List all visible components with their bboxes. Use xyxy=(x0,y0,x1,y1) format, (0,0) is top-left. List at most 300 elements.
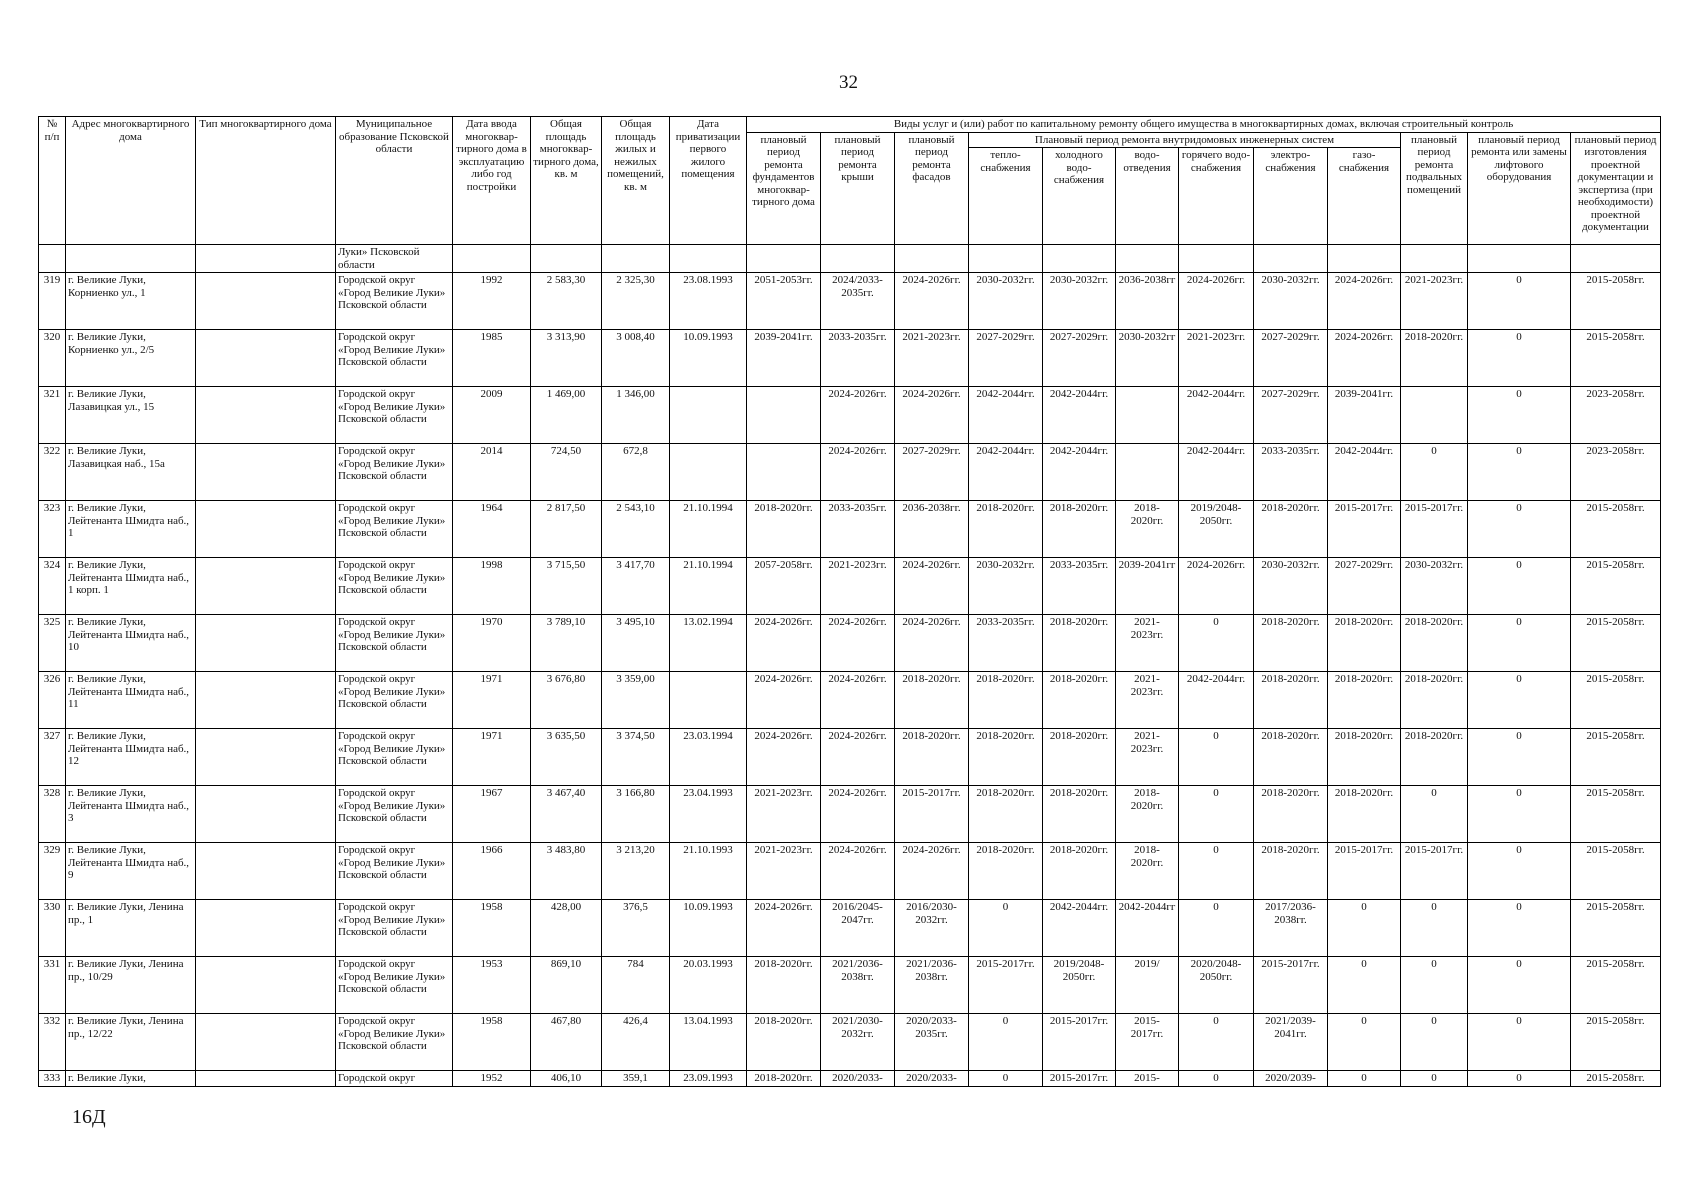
cell-municipality: Городской округ «Город Великие Луки» Псковской области xyxy=(336,1014,453,1071)
cell-total-area: 3 483,80 xyxy=(531,843,602,900)
cell-address: г. Великие Луки, Ленина пр., 12/22 xyxy=(66,1014,196,1071)
cell-privatization-date xyxy=(670,387,747,444)
cell-year: 1992 xyxy=(453,273,531,330)
cell-gas: 0 xyxy=(1328,1071,1401,1087)
cell-type xyxy=(196,672,336,729)
table-row xyxy=(39,729,1661,786)
cell-sewage: 2042-2044гг xyxy=(1116,900,1179,957)
cell-privatization-date: 10.09.1993 xyxy=(670,330,747,387)
header-municipality: Муниципальное образование Псковской области xyxy=(336,117,453,245)
cell-type xyxy=(196,558,336,615)
cell-type xyxy=(196,729,336,786)
cell-electric: 2027-2029гг. xyxy=(1254,387,1328,444)
cell-sewage: 2018-2020гг. xyxy=(1116,501,1179,558)
cell-roof: 2033-2035гг. xyxy=(821,330,895,387)
cell-living-area: 376,5 xyxy=(602,900,670,957)
cell-electric: 2021/2039-2041гг. xyxy=(1254,1014,1328,1071)
cell-living-area: 2 543,10 xyxy=(602,501,670,558)
header-facades: плановый период ремонта фасадов xyxy=(895,132,969,245)
cell-project-docs: 2015-2058гг. xyxy=(1571,843,1661,900)
cell-electric: 2018-2020гг. xyxy=(1254,672,1328,729)
cell-foundations xyxy=(747,444,821,501)
cell-num: 321 xyxy=(39,387,66,444)
cell-type xyxy=(196,615,336,672)
cell-heat: 2042-2044гг. xyxy=(969,387,1043,444)
cell-sewage: 2021-2023гг. xyxy=(1116,615,1179,672)
cell-project-docs: 2015-2058гг. xyxy=(1571,729,1661,786)
cell-facades: 2027-2029гг. xyxy=(895,444,969,501)
cell-roof: 2024-2026гг. xyxy=(821,672,895,729)
cell-basement: 2021-2023гг. xyxy=(1401,273,1468,330)
cell-total-area: 3 789,10 xyxy=(531,615,602,672)
cell-hot-water: 2042-2044гг. xyxy=(1179,387,1254,444)
cell-electric: 2018-2020гг. xyxy=(1254,843,1328,900)
cell-cold-water: 2030-2032гг. xyxy=(1043,273,1116,330)
cell-basement: 2015-2017гг. xyxy=(1401,501,1468,558)
cell-elevator: 0 xyxy=(1468,843,1571,900)
cell-living-area: 1 346,00 xyxy=(602,387,670,444)
cell-project-docs: 2015-2058гг. xyxy=(1571,672,1661,729)
cell-num: 326 xyxy=(39,672,66,729)
cell-privatization-date: 21.10.1994 xyxy=(670,501,747,558)
cell-gas: 2018-2020гг. xyxy=(1328,786,1401,843)
cell-total-area: 467,80 xyxy=(531,1014,602,1071)
cell-project-docs: 2015-2058гг. xyxy=(1571,1071,1661,1087)
cell-total-area: 3 467,40 xyxy=(531,786,602,843)
continuation-municipality: Луки» Псковской области xyxy=(336,245,453,273)
cell-type xyxy=(196,1014,336,1071)
cell-hot-water: 0 xyxy=(1179,786,1254,843)
table-row xyxy=(39,843,1661,900)
cell-roof: 2021/2036-2038гг. xyxy=(821,957,895,1014)
cell-living-area: 3 495,10 xyxy=(602,615,670,672)
header-electric: электро-снабжения xyxy=(1254,148,1328,245)
cell-year: 1970 xyxy=(453,615,531,672)
cell-hot-water: 2020/2048-2050гг. xyxy=(1179,957,1254,1014)
footer-mark: 16Д xyxy=(72,1106,106,1128)
cell-living-area: 426,4 xyxy=(602,1014,670,1071)
cell-total-area: 2 817,50 xyxy=(531,501,602,558)
cell-project-docs: 2023-2058гг. xyxy=(1571,444,1661,501)
cell-foundations: 2057-2058гг. xyxy=(747,558,821,615)
cell-hot-water: 2042-2044гг. xyxy=(1179,672,1254,729)
cell-living-area: 672,8 xyxy=(602,444,670,501)
cell-address: г. Великие Луки, Лазавицкая наб., 15а xyxy=(66,444,196,501)
cell-cold-water: 2015-2017гг. xyxy=(1043,1071,1116,1087)
cell-roof: 2024-2026гг. xyxy=(821,615,895,672)
table-row xyxy=(39,900,1661,957)
header-services-group: Виды услуг и (или) работ по капитальному ремонту общего имущества в многоквартирных домах, включая строительный контроль xyxy=(747,117,1661,133)
cell-foundations: 2024-2026гг. xyxy=(747,672,821,729)
table-row xyxy=(39,1014,1661,1071)
cell-foundations: 2039-2041гг. xyxy=(747,330,821,387)
cell-electric: 2020/2039- xyxy=(1254,1071,1328,1087)
cell-electric: 2030-2032гг. xyxy=(1254,273,1328,330)
cell-type xyxy=(196,387,336,444)
cell-gas: 0 xyxy=(1328,900,1401,957)
cell-roof: 2024/2033-2035гг. xyxy=(821,273,895,330)
cell-gas: 2018-2020гг. xyxy=(1328,729,1401,786)
cell-foundations: 2051-2053гг. xyxy=(747,273,821,330)
cell-type xyxy=(196,957,336,1014)
cell-foundations: 2021-2023гг. xyxy=(747,786,821,843)
cell-facades: 2024-2026гг. xyxy=(895,558,969,615)
cell-municipality: Городской округ «Город Великие Луки» Псковской области xyxy=(336,957,453,1014)
header-elevator: плановый период ремонта или замены лифтового оборудования xyxy=(1468,132,1571,245)
cell-project-docs: 2015-2058гг. xyxy=(1571,957,1661,1014)
header-commission-date: Дата ввода многоквар-тирного дома в эксплуатацию либо год постройки xyxy=(453,117,531,245)
cell-hot-water: 2024-2026гг. xyxy=(1179,273,1254,330)
cell-basement: 2018-2020гг. xyxy=(1401,330,1468,387)
cell-address: г. Великие Луки, Лейтенанта Шмидта наб., 10 xyxy=(66,615,196,672)
table-row xyxy=(39,330,1661,387)
cell-total-area: 2 583,30 xyxy=(531,273,602,330)
cell-roof: 2024-2026гг. xyxy=(821,843,895,900)
cell-num: 329 xyxy=(39,843,66,900)
cell-municipality: Городской округ «Город Великие Луки» Псковской области xyxy=(336,843,453,900)
cell-sewage: 2039-2041гг xyxy=(1116,558,1179,615)
cell-num: 328 xyxy=(39,786,66,843)
cell-total-area: 3 715,50 xyxy=(531,558,602,615)
cell-hot-water: 0 xyxy=(1179,1071,1254,1087)
cell-elevator: 0 xyxy=(1468,330,1571,387)
cell-type xyxy=(196,843,336,900)
cell-municipality: Городской округ «Город Великие Луки» Псковской области xyxy=(336,900,453,957)
cell-facades: 2016/2030-2032гг. xyxy=(895,900,969,957)
cell-living-area: 3 166,80 xyxy=(602,786,670,843)
cell-basement: 0 xyxy=(1401,444,1468,501)
cell-heat: 2018-2020гг. xyxy=(969,729,1043,786)
cell-basement: 0 xyxy=(1401,900,1468,957)
cell-privatization-date: 13.02.1994 xyxy=(670,615,747,672)
cell-elevator: 0 xyxy=(1468,387,1571,444)
cell-type xyxy=(196,273,336,330)
cell-gas: 2018-2020гг. xyxy=(1328,672,1401,729)
header-living-area: Общая площадь жилых и нежилых помещений, кв. м xyxy=(602,117,670,245)
cell-privatization-date: 13.04.1993 xyxy=(670,1014,747,1071)
cell-type xyxy=(196,501,336,558)
cell-heat: 2030-2032гг. xyxy=(969,558,1043,615)
cell-privatization-date xyxy=(670,672,747,729)
header-project-docs: плановый период изготовления проектной документации и экспертиза (при необходимости) проектной документации xyxy=(1571,132,1661,245)
cell-num: 322 xyxy=(39,444,66,501)
cell-year: 1998 xyxy=(453,558,531,615)
cell-address: г. Великие Луки, Лейтенанта Шмидта наб., 1 xyxy=(66,501,196,558)
cell-project-docs: 2015-2058гг. xyxy=(1571,786,1661,843)
cell-hot-water: 2021-2023гг. xyxy=(1179,330,1254,387)
cell-foundations: 2024-2026гг. xyxy=(747,900,821,957)
cell-gas: 0 xyxy=(1328,957,1401,1014)
header-gas: газо-снабжения xyxy=(1328,148,1401,245)
cell-electric: 2027-2029гг. xyxy=(1254,330,1328,387)
cell-cold-water: 2042-2044гг. xyxy=(1043,444,1116,501)
table-row xyxy=(39,1071,1661,1087)
cell-sewage: 2021-2023гг. xyxy=(1116,672,1179,729)
cell-electric: 2018-2020гг. xyxy=(1254,501,1328,558)
cell-address: г. Великие Луки, Лейтенанта Шмидта наб., 3 xyxy=(66,786,196,843)
cell-roof: 2020/2033- xyxy=(821,1071,895,1087)
cell-heat: 2030-2032гг. xyxy=(969,273,1043,330)
table-row xyxy=(39,786,1661,843)
cell-cold-water: 2018-2020гг. xyxy=(1043,615,1116,672)
cell-elevator: 0 xyxy=(1468,786,1571,843)
cell-cold-water: 2015-2017гг. xyxy=(1043,1014,1116,1071)
cell-living-area: 3 359,00 xyxy=(602,672,670,729)
table-body xyxy=(39,245,1661,1087)
cell-project-docs: 2015-2058гг. xyxy=(1571,1014,1661,1071)
cell-cold-water: 2018-2020гг. xyxy=(1043,672,1116,729)
cell-address: г. Великие Луки, Лазавицкая ул., 15 xyxy=(66,387,196,444)
cell-year: 2009 xyxy=(453,387,531,444)
cell-roof: 2024-2026гг. xyxy=(821,444,895,501)
cell-project-docs: 2023-2058гг. xyxy=(1571,387,1661,444)
cell-sewage: 2015-2017гг. xyxy=(1116,1014,1179,1071)
cell-heat: 0 xyxy=(969,1014,1043,1071)
cell-heat: 2018-2020гг. xyxy=(969,843,1043,900)
cell-elevator: 0 xyxy=(1468,1014,1571,1071)
cell-basement: 2018-2020гг. xyxy=(1401,729,1468,786)
cell-type xyxy=(196,786,336,843)
cell-hot-water: 2019/2048-2050гг. xyxy=(1179,501,1254,558)
cell-project-docs: 2015-2058гг. xyxy=(1571,273,1661,330)
cell-privatization-date: 10.09.1993 xyxy=(670,900,747,957)
cell-address: г. Великие Луки, Лейтенанта Шмидта наб., 11 xyxy=(66,672,196,729)
cell-gas: 2042-2044гг. xyxy=(1328,444,1401,501)
cell-hot-water: 0 xyxy=(1179,900,1254,957)
cell-num: 325 xyxy=(39,615,66,672)
cell-facades: 2024-2026гг. xyxy=(895,273,969,330)
table-row xyxy=(39,273,1661,330)
cell-num: 323 xyxy=(39,501,66,558)
cell-cold-water: 2019/2048-2050гг. xyxy=(1043,957,1116,1014)
table-row xyxy=(39,957,1661,1014)
cell-facades: 2021-2023гг. xyxy=(895,330,969,387)
cell-num: 327 xyxy=(39,729,66,786)
cell-num: 320 xyxy=(39,330,66,387)
header-sewage: водо-отведения xyxy=(1116,148,1179,245)
cell-foundations: 2021-2023гг. xyxy=(747,843,821,900)
cell-address: г. Великие Луки, xyxy=(66,1071,196,1087)
cell-living-area: 359,1 xyxy=(602,1071,670,1087)
cell-num: 324 xyxy=(39,558,66,615)
cell-cold-water: 2018-2020гг. xyxy=(1043,786,1116,843)
cell-total-area: 3 676,80 xyxy=(531,672,602,729)
cell-cold-water: 2042-2044гг. xyxy=(1043,387,1116,444)
cell-address: г. Великие Луки, Лейтенанта Шмидта наб., 9 xyxy=(66,843,196,900)
cell-year: 1953 xyxy=(453,957,531,1014)
cell-hot-water: 2024-2026гг. xyxy=(1179,558,1254,615)
cell-year: 1971 xyxy=(453,729,531,786)
cell-year: 1966 xyxy=(453,843,531,900)
cell-foundations xyxy=(747,387,821,444)
cell-num: 331 xyxy=(39,957,66,1014)
cell-roof: 2021/2030-2032гг. xyxy=(821,1014,895,1071)
cell-year: 2014 xyxy=(453,444,531,501)
cell-privatization-date: 23.04.1993 xyxy=(670,786,747,843)
cell-gas: 2024-2026гг. xyxy=(1328,273,1401,330)
cell-foundations: 2024-2026гг. xyxy=(747,729,821,786)
header-cold-water: холодного водо-снабжения xyxy=(1043,148,1116,245)
cell-sewage: 2018-2020гг. xyxy=(1116,786,1179,843)
cell-facades: 2020/2033- xyxy=(895,1071,969,1087)
cell-cold-water: 2018-2020гг. xyxy=(1043,501,1116,558)
cell-facades: 2024-2026гг. xyxy=(895,387,969,444)
cell-privatization-date: 23.03.1994 xyxy=(670,729,747,786)
cell-num: 330 xyxy=(39,900,66,957)
cell-total-area: 1 469,00 xyxy=(531,387,602,444)
cell-elevator: 0 xyxy=(1468,501,1571,558)
cell-sewage xyxy=(1116,444,1179,501)
cell-facades: 2024-2026гг. xyxy=(895,615,969,672)
cell-heat: 2042-2044гг. xyxy=(969,444,1043,501)
table-row xyxy=(39,444,1661,501)
cell-roof: 2024-2026гг. xyxy=(821,786,895,843)
cell-elevator: 0 xyxy=(1468,672,1571,729)
cell-hot-water: 0 xyxy=(1179,1014,1254,1071)
header-total-area: Общая площадь многоквар-тирного дома, кв. м xyxy=(531,117,602,245)
cell-elevator: 0 xyxy=(1468,273,1571,330)
cell-year: 1967 xyxy=(453,786,531,843)
cell-elevator: 0 xyxy=(1468,615,1571,672)
header-hot-water: горячего водо-снабжения xyxy=(1179,148,1254,245)
cell-year: 1958 xyxy=(453,900,531,957)
cell-electric: 2018-2020гг. xyxy=(1254,786,1328,843)
cell-sewage: 2021-2023гг. xyxy=(1116,729,1179,786)
cell-total-area: 406,10 xyxy=(531,1071,602,1087)
cell-municipality: Городской округ «Город Великие Луки» Псковской области xyxy=(336,330,453,387)
cell-year: 1958 xyxy=(453,1014,531,1071)
cell-year: 1964 xyxy=(453,501,531,558)
cell-sewage xyxy=(1116,387,1179,444)
cell-privatization-date: 20.03.1993 xyxy=(670,957,747,1014)
cell-num: 333 xyxy=(39,1071,66,1087)
cell-electric: 2015-2017гг. xyxy=(1254,957,1328,1014)
table-row xyxy=(39,615,1661,672)
cell-privatization-date: 23.09.1993 xyxy=(670,1071,747,1087)
cell-elevator: 0 xyxy=(1468,444,1571,501)
cell-roof: 2024-2026гг. xyxy=(821,729,895,786)
cell-heat: 2015-2017гг. xyxy=(969,957,1043,1014)
table-row xyxy=(39,387,1661,444)
cell-municipality: Городской округ «Город Великие Луки» Псковской области xyxy=(336,501,453,558)
table-row xyxy=(39,672,1661,729)
cell-foundations: 2018-2020гг. xyxy=(747,957,821,1014)
cell-address: г. Великие Луки, Лейтенанта Шмидта наб., 1 корп. 1 xyxy=(66,558,196,615)
cell-electric: 2030-2032гг. xyxy=(1254,558,1328,615)
cell-elevator: 0 xyxy=(1468,558,1571,615)
cell-electric: 2018-2020гг. xyxy=(1254,615,1328,672)
cell-municipality: Городской округ «Город Великие Луки» Псковской области xyxy=(336,444,453,501)
cell-elevator: 0 xyxy=(1468,900,1571,957)
cell-electric: 2017/2036-2038гг. xyxy=(1254,900,1328,957)
cell-roof: 2016/2045-2047гг. xyxy=(821,900,895,957)
cell-gas: 0 xyxy=(1328,1014,1401,1071)
cell-year: 1985 xyxy=(453,330,531,387)
header-heat: тепло-снабжения xyxy=(969,148,1043,245)
cell-foundations: 2018-2020гг. xyxy=(747,1014,821,1071)
cell-project-docs: 2015-2058гг. xyxy=(1571,615,1661,672)
cell-basement: 2018-2020гг. xyxy=(1401,615,1468,672)
cell-municipality: Городской округ «Город Великие Луки» Псковской области xyxy=(336,672,453,729)
cell-project-docs: 2015-2058гг. xyxy=(1571,501,1661,558)
cell-municipality: Городской округ «Город Великие Луки» Псковской области xyxy=(336,387,453,444)
cell-year: 1971 xyxy=(453,672,531,729)
cell-gas: 2018-2020гг. xyxy=(1328,615,1401,672)
cell-electric: 2018-2020гг. xyxy=(1254,729,1328,786)
cell-facades: 2020/2033-2035гг. xyxy=(895,1014,969,1071)
cell-municipality: Городской округ «Город Великие Луки» Псковской области xyxy=(336,615,453,672)
cell-total-area: 3 635,50 xyxy=(531,729,602,786)
cell-gas: 2039-2041гг. xyxy=(1328,387,1401,444)
cell-living-area: 3 213,20 xyxy=(602,843,670,900)
cell-heat: 2033-2035гг. xyxy=(969,615,1043,672)
table-header xyxy=(39,117,1661,245)
cell-heat: 2018-2020гг. xyxy=(969,501,1043,558)
cell-cold-water: 2027-2029гг. xyxy=(1043,330,1116,387)
continuation-row xyxy=(39,245,1661,273)
cell-privatization-date: 21.10.1993 xyxy=(670,843,747,900)
cell-total-area: 869,10 xyxy=(531,957,602,1014)
cell-address: г. Великие Луки, Корниенко ул., 2/5 xyxy=(66,330,196,387)
cell-hot-water: 0 xyxy=(1179,615,1254,672)
cell-basement: 0 xyxy=(1401,1014,1468,1071)
cell-roof: 2021-2023гг. xyxy=(821,558,895,615)
cell-elevator: 0 xyxy=(1468,1071,1571,1087)
cell-sewage: 2036-2038гг xyxy=(1116,273,1179,330)
cell-sewage: 2030-2032гг xyxy=(1116,330,1179,387)
cell-heat: 2018-2020гг. xyxy=(969,786,1043,843)
cell-hot-water: 0 xyxy=(1179,729,1254,786)
cell-cold-water: 2042-2044гг. xyxy=(1043,900,1116,957)
cell-address: г. Великие Луки, Ленина пр., 10/29 xyxy=(66,957,196,1014)
cell-address: г. Великие Луки, Ленина пр., 1 xyxy=(66,900,196,957)
cell-roof: 2033-2035гг. xyxy=(821,501,895,558)
cell-living-area: 3 008,40 xyxy=(602,330,670,387)
cell-foundations: 2018-2020гг. xyxy=(747,501,821,558)
cell-sewage: 2018-2020гг. xyxy=(1116,843,1179,900)
cell-facades: 2021/2036-2038гг. xyxy=(895,957,969,1014)
cell-address: г. Великие Луки, Лейтенанта Шмидта наб., 12 xyxy=(66,729,196,786)
cell-basement: 2030-2032гг. xyxy=(1401,558,1468,615)
cell-facades: 2024-2026гг. xyxy=(895,843,969,900)
cell-electric: 2033-2035гг. xyxy=(1254,444,1328,501)
cell-year: 1952 xyxy=(453,1071,531,1087)
header-engineering-group: Плановый период ремонта внутридомовых инженерных систем xyxy=(969,132,1401,148)
cell-basement: 0 xyxy=(1401,786,1468,843)
cell-project-docs: 2015-2058гг. xyxy=(1571,330,1661,387)
cell-privatization-date xyxy=(670,444,747,501)
cell-foundations: 2024-2026гг. xyxy=(747,615,821,672)
cell-sewage: 2019/ xyxy=(1116,957,1179,1014)
cell-cold-water: 2018-2020гг. xyxy=(1043,729,1116,786)
cell-gas: 2015-2017гг. xyxy=(1328,843,1401,900)
cell-facades: 2018-2020гг. xyxy=(895,672,969,729)
table-row xyxy=(39,501,1661,558)
cell-address: г. Великие Луки, Корниенко ул., 1 xyxy=(66,273,196,330)
cell-municipality: Городской округ «Город Великие Луки» Псковской области xyxy=(336,786,453,843)
cell-gas: 2024-2026гг. xyxy=(1328,330,1401,387)
cell-living-area: 3 374,50 xyxy=(602,729,670,786)
cell-privatization-date: 21.10.1994 xyxy=(670,558,747,615)
cell-basement xyxy=(1401,387,1468,444)
cell-sewage: 2015- xyxy=(1116,1071,1179,1087)
cell-type xyxy=(196,330,336,387)
cell-gas: 2027-2029гг. xyxy=(1328,558,1401,615)
cell-living-area: 784 xyxy=(602,957,670,1014)
cell-hot-water: 2042-2044гг. xyxy=(1179,444,1254,501)
cell-municipality: Городской округ «Город Великие Луки» Псковской области xyxy=(336,273,453,330)
cell-num: 332 xyxy=(39,1014,66,1071)
